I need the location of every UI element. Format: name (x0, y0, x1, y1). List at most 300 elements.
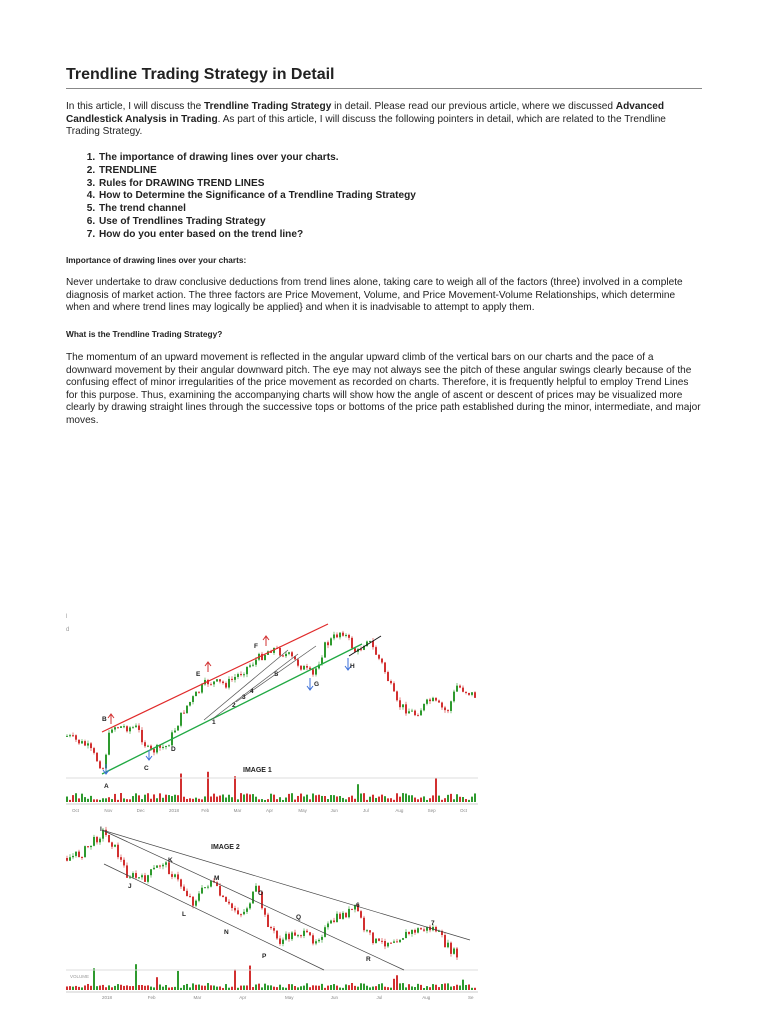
volume-bar (117, 800, 119, 802)
candle-body (219, 679, 221, 681)
volume-bar (261, 799, 263, 802)
candle-body (294, 933, 296, 936)
point-label: P (262, 953, 267, 960)
candle-body (231, 679, 233, 680)
volume-bar (258, 984, 260, 990)
candle-body (135, 726, 137, 728)
volume-bar (306, 795, 308, 802)
volume-bar (438, 987, 440, 990)
volume-bar (132, 986, 134, 990)
candle-body (375, 939, 377, 943)
candle-body (177, 874, 179, 879)
volume-bar (321, 984, 323, 990)
candle-body (426, 700, 428, 704)
candle-body (249, 665, 251, 666)
volume-bar (342, 798, 344, 802)
candle-body (273, 928, 275, 931)
volume-bar (153, 987, 155, 990)
pointer-item: 6. Use of Trendlines Trading Strategy (98, 216, 416, 229)
month-label: Feb (201, 808, 210, 813)
volume-bar (105, 798, 107, 802)
volume-bar (366, 986, 368, 990)
candle-body (228, 679, 230, 688)
volume-bar (234, 969, 236, 990)
candle-body (198, 692, 200, 693)
volume-bar (132, 796, 134, 802)
candle-body (141, 875, 143, 877)
candle-body (417, 715, 419, 716)
volume-bar (465, 985, 467, 990)
candle-body (336, 634, 338, 637)
volume-bar (288, 984, 290, 990)
candle-body (72, 735, 74, 736)
volume-bar (162, 987, 164, 990)
intro-text-2: in detail. Please read our previous article, where we discussed (331, 101, 616, 112)
candle-body (471, 692, 473, 695)
volume-bar (390, 988, 392, 990)
candle-body (330, 920, 332, 923)
chart1-volume (66, 772, 476, 802)
candle-body (330, 638, 332, 645)
volume-bar (72, 795, 74, 802)
candle-body (90, 743, 92, 748)
volume-bar (444, 983, 446, 990)
candle-body (402, 704, 404, 707)
point-label: O (258, 890, 264, 897)
candle-body (342, 913, 344, 919)
intro-bold-1: Trendline Trading Strategy (204, 101, 332, 112)
volume-bar (336, 796, 338, 802)
chart1-corner-mark: d (66, 627, 70, 633)
candle-body (210, 684, 212, 685)
month-label: Oct (72, 808, 80, 813)
candle-body (165, 746, 167, 747)
candle-body (117, 727, 119, 728)
candle-body (435, 698, 437, 701)
candle-body (138, 877, 140, 878)
candle-body (234, 677, 236, 680)
candle-body (192, 897, 194, 906)
volume-bar (243, 794, 245, 802)
volume-bar (399, 797, 401, 802)
volume-bar (369, 987, 371, 990)
candle-body (288, 934, 290, 939)
chart1-arrow-marker (307, 678, 313, 690)
candle-body (339, 914, 341, 919)
candle-body (387, 672, 389, 681)
volume-bar (405, 794, 407, 802)
volume-bar (408, 984, 410, 990)
candle-body (444, 935, 446, 947)
volume-bar (375, 986, 377, 990)
candle-body (372, 933, 374, 944)
volume-bar (366, 800, 368, 802)
volume-bar (453, 986, 455, 990)
candle-body (153, 749, 155, 753)
volume-bar (246, 794, 248, 802)
volume-bar (306, 983, 308, 990)
candle-body (183, 887, 185, 891)
candle-body (87, 846, 89, 847)
candle-body (408, 932, 410, 934)
chart1-arrow-marker (108, 714, 114, 724)
volume-bar (135, 793, 137, 802)
candle-body (66, 858, 68, 861)
chart2-volume (66, 964, 476, 990)
volume-bar (474, 988, 476, 990)
candle-body (351, 909, 353, 910)
volume-bar (81, 987, 83, 990)
chart2-volume-label: VOLUME (70, 974, 90, 979)
volume-bar (90, 986, 92, 990)
candle-body (348, 635, 350, 638)
candle-body (366, 930, 368, 931)
chart2-trend-line (102, 830, 470, 940)
volume-bar (357, 987, 359, 990)
candle-body (108, 835, 110, 842)
volume-bar (429, 987, 431, 990)
candle-body (447, 943, 449, 948)
candle-body (180, 713, 182, 726)
volume-bar (312, 985, 314, 990)
candle-body (183, 713, 185, 714)
candle-body (162, 865, 164, 867)
volume-bar (411, 795, 413, 802)
chart1-caption: IMAGE 1 (243, 767, 272, 774)
candle-body (378, 939, 380, 941)
pointer-item: 4. How to Determine the Significance of a Trendline Trading Strategy (98, 190, 416, 203)
point-label: H (350, 663, 355, 670)
candle-body (120, 726, 122, 728)
point-label: B (102, 716, 107, 723)
candle-body (342, 633, 344, 636)
volume-bar (102, 985, 104, 990)
volume-bar (189, 987, 191, 990)
chart2-trend-line (102, 830, 404, 970)
candle-body (111, 842, 113, 846)
volume-bar (456, 794, 458, 802)
volume-bar (402, 983, 404, 990)
volume-bar (420, 985, 422, 990)
volume-bar (99, 800, 101, 802)
candle-body (150, 869, 152, 875)
volume-bar (120, 793, 122, 802)
candle-body (96, 837, 98, 842)
chart1-arrow-marker (263, 636, 269, 646)
volume-bar (300, 794, 302, 802)
volume-bar (372, 795, 374, 802)
candle-body (219, 886, 221, 896)
volume-bar (294, 986, 296, 990)
volume-bar (216, 797, 218, 802)
volume-bar (348, 985, 350, 990)
volume-bar (186, 984, 188, 990)
volume-bar (183, 985, 185, 990)
volume-bar (408, 795, 410, 802)
volume-bar (462, 797, 464, 802)
volume-bar (396, 975, 398, 990)
volume-bar (96, 799, 98, 802)
volume-bar (276, 799, 278, 802)
volume-bar (282, 987, 284, 990)
volume-bar (399, 983, 401, 990)
candle-body (75, 735, 77, 739)
volume-bar (159, 985, 161, 990)
month-label: Mar (193, 995, 202, 1000)
month-label: 2018 (169, 808, 180, 813)
point-label: I (100, 826, 102, 833)
volume-bar (330, 795, 332, 802)
candle-body (312, 669, 314, 674)
candle-body (123, 860, 125, 866)
candle-body (129, 877, 131, 878)
candle-body (111, 730, 113, 733)
candle-body (390, 943, 392, 944)
candle-body (324, 927, 326, 937)
candle-body (114, 727, 116, 729)
volume-bar (414, 987, 416, 990)
volume-bar (93, 799, 95, 802)
candle-body (114, 845, 116, 847)
volume-bar (237, 988, 239, 990)
volume-bar (72, 987, 74, 990)
volume-bar (444, 798, 446, 802)
candle-body (147, 875, 149, 882)
volume-bar (207, 772, 209, 802)
candle-body (237, 674, 239, 677)
volume-bar (435, 778, 437, 802)
volume-bar (441, 984, 443, 990)
volume-bar (171, 796, 173, 802)
candle-body (129, 727, 131, 731)
candle-body (420, 928, 422, 929)
volume-bar (90, 796, 92, 802)
candle-body (93, 837, 95, 846)
volume-bar (462, 980, 464, 990)
volume-bar (297, 987, 299, 990)
volume-bar (69, 986, 71, 990)
volume-bar (273, 987, 275, 990)
volume-bar (327, 986, 329, 990)
intro-link-advanced-candlestick[interactable]: Advanced Candlestick Analysis in Trading (66, 101, 665, 125)
point-label: 7 (431, 920, 435, 927)
candle-body (402, 938, 404, 940)
candle-body (255, 886, 257, 892)
chart1-fan-line (204, 650, 288, 720)
volume-bar (435, 985, 437, 990)
volume-bar (426, 800, 428, 802)
candle-body (282, 655, 284, 656)
volume-bar (315, 795, 317, 802)
volume-bar (144, 795, 146, 802)
volume-bar (351, 796, 353, 802)
candle-body (396, 941, 398, 942)
candle-body (282, 940, 284, 944)
candle-body (90, 846, 92, 847)
intro-text-3: . As part of this article, I will discuss the following pointers in detail, which are related to the Trendline Trading Strategy. (66, 113, 666, 138)
volume-bar (96, 986, 98, 990)
candle-body (279, 938, 281, 943)
volume-bar (387, 987, 389, 990)
point-label: A (104, 783, 109, 790)
volume-bar (252, 794, 254, 802)
volume-bar (318, 986, 320, 990)
candle-body (78, 740, 80, 744)
volume-bar (255, 985, 257, 990)
candle-body (321, 937, 323, 940)
volume-bar (81, 794, 83, 802)
candle-body (444, 707, 446, 710)
volume-bar (177, 795, 179, 802)
volume-bar (417, 799, 419, 802)
candle-body (195, 692, 197, 696)
candle-body (345, 635, 347, 636)
candle-body (327, 923, 329, 927)
candle-body (243, 674, 245, 675)
volume-bar (78, 798, 80, 802)
candle-body (306, 666, 308, 668)
volume-bar (333, 795, 335, 802)
volume-bar (165, 985, 167, 990)
volume-bar (288, 794, 290, 802)
volume-bar (345, 984, 347, 990)
volume-bar (279, 985, 281, 990)
volume-bar (150, 799, 152, 802)
volume-bar (243, 986, 245, 990)
volume-bar (189, 798, 191, 802)
point-label: M (214, 875, 220, 882)
candle-body (279, 648, 281, 655)
volume-bar (282, 800, 284, 802)
volume-bar (315, 986, 317, 990)
volume-bar (393, 979, 395, 990)
volume-bar (405, 987, 407, 990)
volume-bar (141, 985, 143, 990)
candle-body (174, 731, 176, 733)
volume-bar (108, 797, 110, 802)
volume-bar (393, 800, 395, 802)
pointers-list (66, 152, 416, 242)
volume-bar (369, 797, 371, 802)
volume-bar (267, 985, 269, 990)
candle-body (174, 874, 176, 877)
candle-body (459, 686, 461, 688)
candle-body (360, 911, 362, 918)
candle-body (222, 896, 224, 897)
volume-bar (276, 987, 278, 990)
volume-bar (174, 987, 176, 990)
volume-bar (420, 798, 422, 802)
volume-bar (75, 986, 77, 990)
volume-bar (471, 988, 473, 990)
candle-body (234, 908, 236, 910)
chart1-point-labels (102, 643, 355, 790)
volume-bar (213, 794, 215, 802)
volume-bar (111, 987, 113, 990)
volume-bar (378, 984, 380, 990)
volume-bar (102, 798, 104, 802)
candle-body (453, 692, 455, 702)
point-label: F (254, 643, 258, 650)
title-divider (66, 88, 702, 89)
candle-body (207, 887, 209, 888)
volume-bar (468, 800, 470, 802)
volume-bar (147, 985, 149, 990)
volume-bar (69, 800, 71, 802)
volume-bar (441, 800, 443, 802)
volume-bar (363, 793, 365, 802)
volume-bar (330, 985, 332, 990)
volume-bar (84, 985, 86, 990)
volume-bar (186, 799, 188, 802)
candle-body (405, 932, 407, 938)
month-label: Nov (104, 808, 113, 813)
volume-bar (165, 795, 167, 802)
volume-bar (138, 985, 140, 990)
volume-bar (258, 799, 260, 802)
volume-bar (144, 986, 146, 990)
candle-body (369, 930, 371, 932)
candle-body (225, 897, 227, 902)
point-label: 6 (356, 902, 360, 909)
candle-body (150, 746, 152, 749)
month-label: 2018 (102, 995, 113, 1000)
candle-body (288, 652, 290, 654)
volume-bar (303, 796, 305, 802)
candle-body (318, 940, 320, 941)
volume-bar (273, 795, 275, 802)
candle-body (84, 846, 86, 857)
candle-body (69, 735, 71, 736)
candle-body (153, 868, 155, 869)
candle-body (132, 873, 134, 877)
point-label: S (274, 671, 279, 678)
volume-bar (249, 794, 251, 802)
candle-body (312, 935, 314, 943)
volume-bar (381, 983, 383, 990)
candle-body (363, 918, 365, 931)
candle-body (456, 949, 458, 958)
candle-body (78, 852, 80, 857)
candle-body (123, 726, 125, 727)
candle-body (252, 892, 254, 904)
volume-bar (78, 987, 80, 990)
volume-bar (387, 798, 389, 802)
volume-bar (459, 985, 461, 990)
candle-body (132, 727, 134, 728)
candle-body (387, 943, 389, 947)
candle-body (210, 881, 212, 887)
volume-bar (87, 799, 89, 802)
candle-body (405, 704, 407, 713)
point-label: C (144, 765, 149, 772)
volume-bar (147, 793, 149, 802)
point-label: R (366, 956, 371, 963)
month-label: Aug (422, 995, 431, 1000)
volume-bar (141, 799, 143, 802)
candle-body (423, 704, 425, 711)
volume-bar (342, 988, 344, 990)
candle-body (240, 674, 242, 675)
volume-bar (414, 798, 416, 802)
candle-body (225, 683, 227, 687)
volume-bar (228, 795, 230, 802)
point-label: G (314, 681, 320, 688)
volume-bar (195, 985, 197, 990)
volume-bar (198, 799, 200, 802)
chart1-support-line (102, 644, 362, 774)
month-label: Apr (239, 995, 247, 1000)
